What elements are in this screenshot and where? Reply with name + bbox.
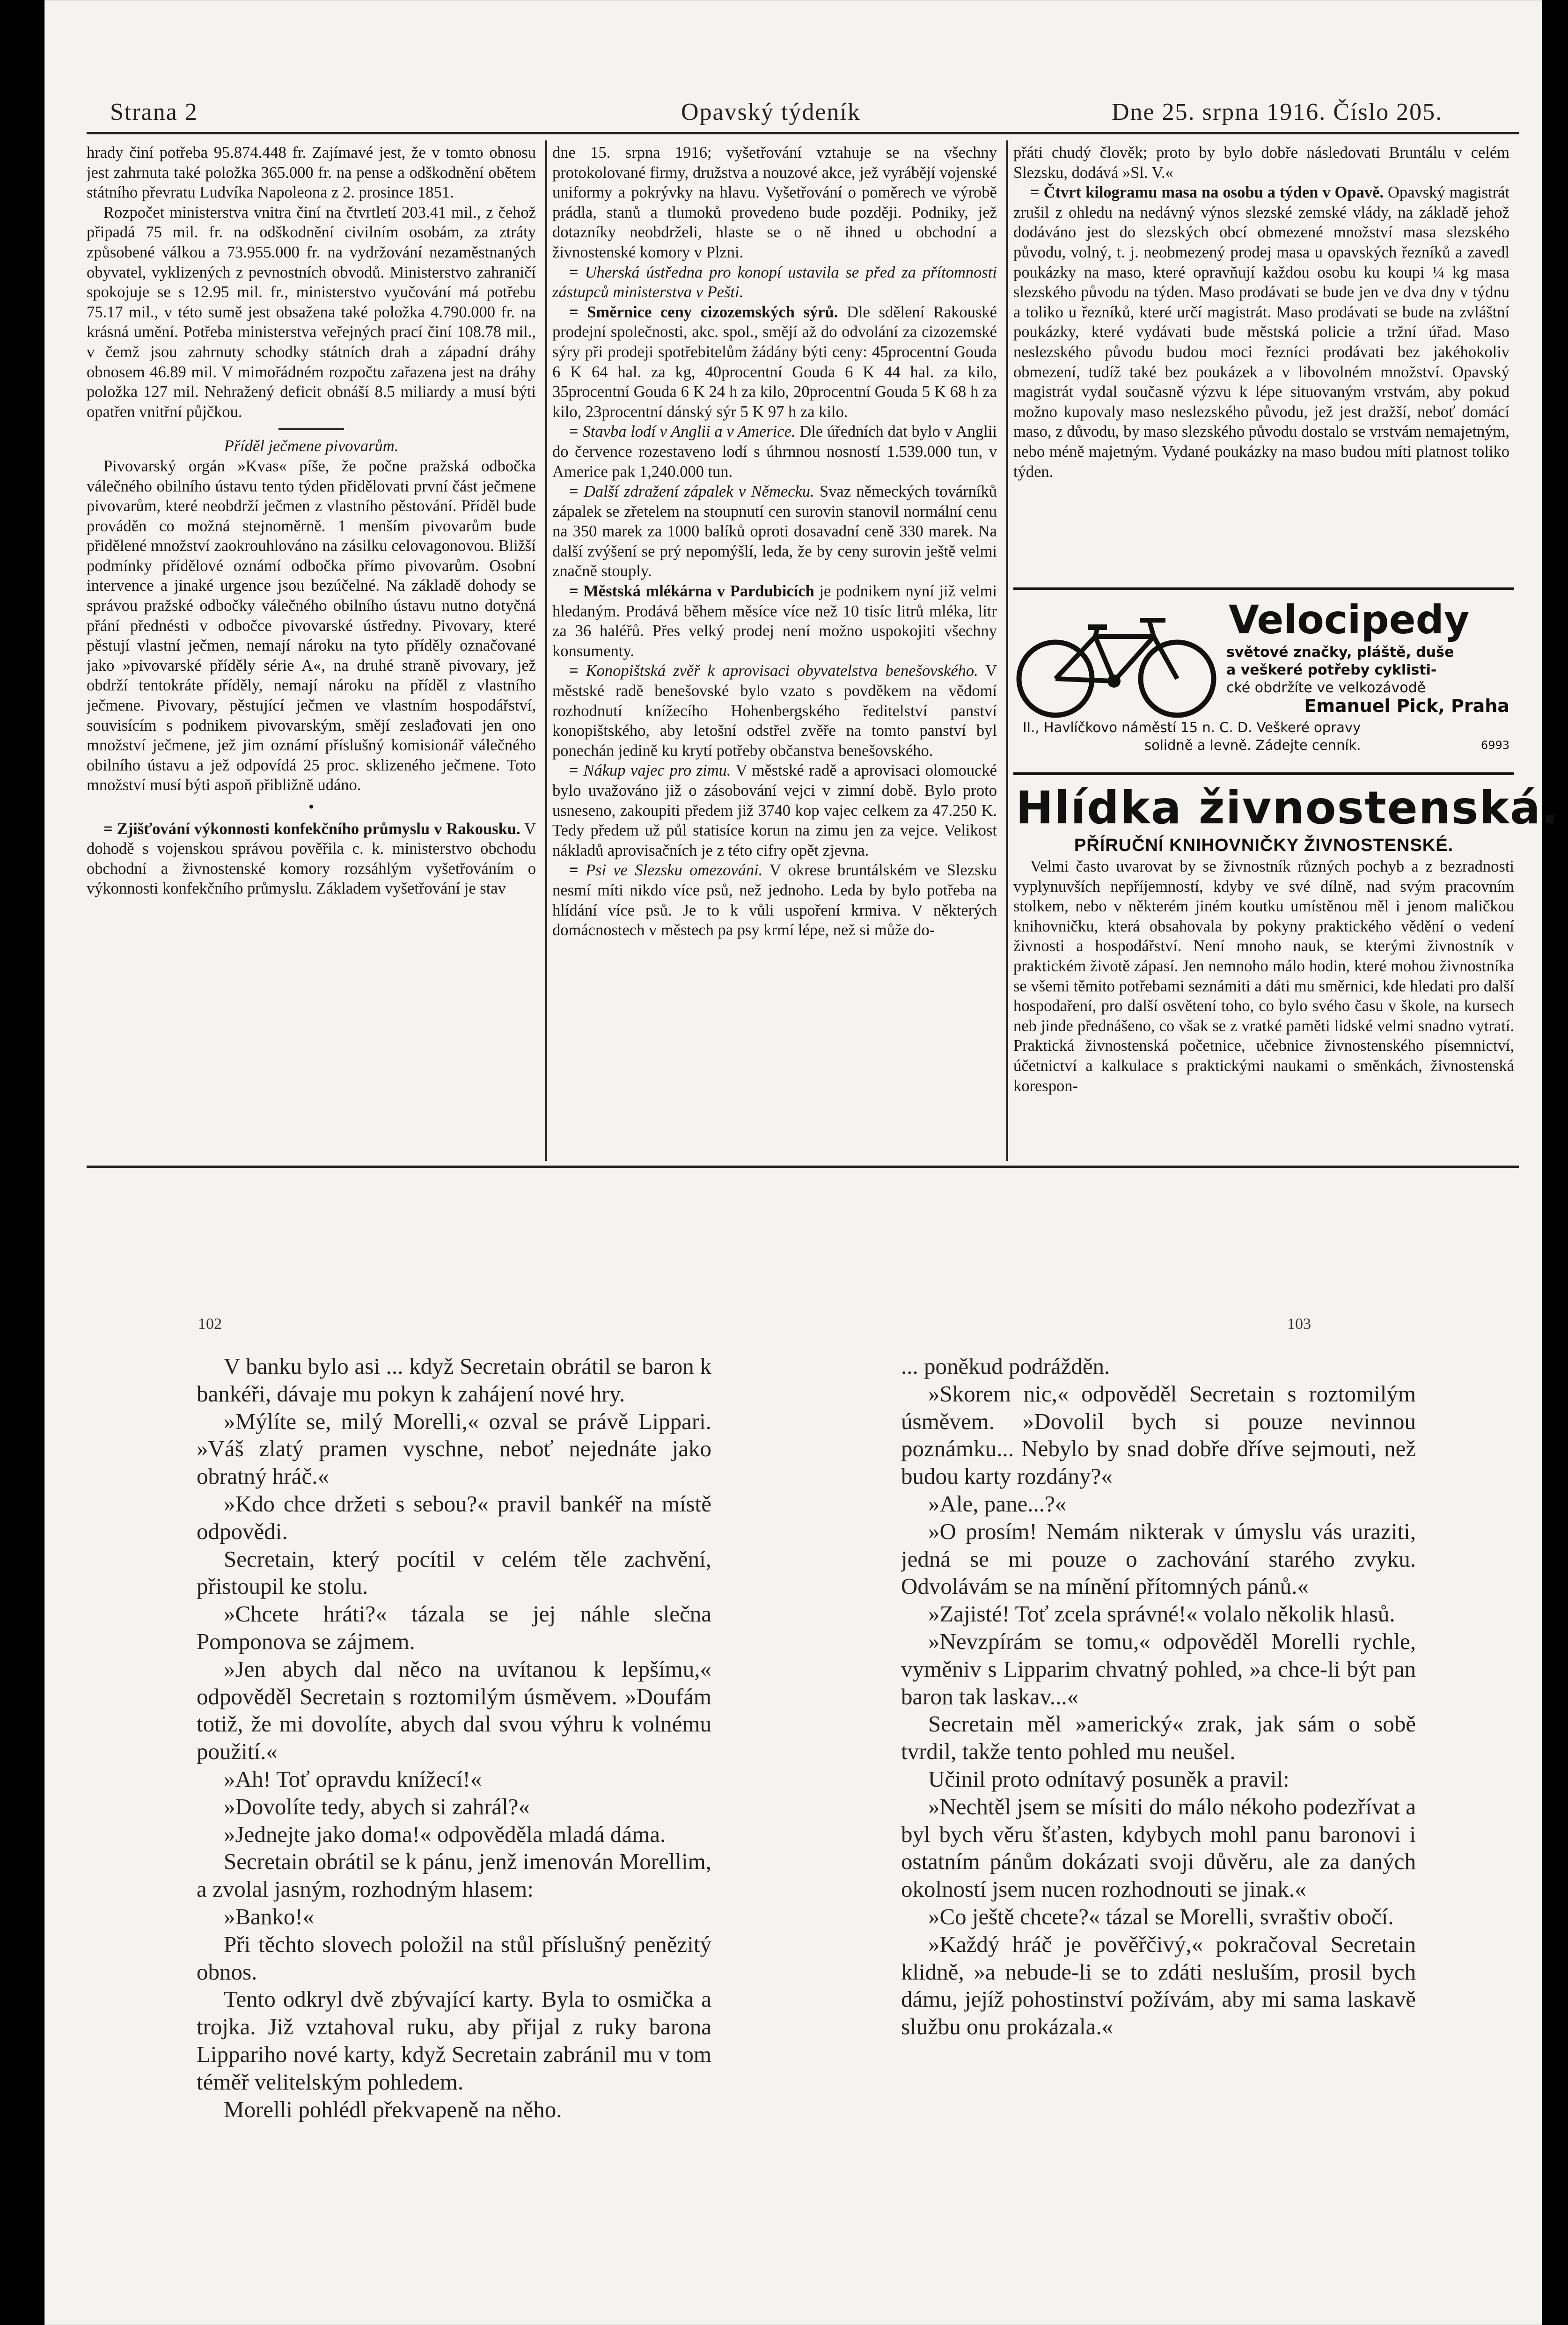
article-paragraph: je podnikem nyní již velmi hledaným. Prodává během měsíce více než 10 tisíc litrů mléka, litr za 36 haléřů. Přes velký prodej není možno uspokojiti všechny konsumenty. [552,582,997,660]
book-paragraph: »Nechtěl jsem se mísiti do málo nékoho podezřívat a byl bych věru šťasten, kdybych mohl panu baronovi i ostatním pánům dokázati svoji důvěru, ale za daných okolností jsem nucen rozhodnouti se jinak.« [901,1793,1416,1902]
ad-bottom-rule [1013,772,1514,775]
book-paragraph: »Co ještě chcete?« tázal se Morelli, svraštiv obočí. [928,1903,1394,1929]
ad-bike-line: solidně a levně. Zádejte cenník. [1144,737,1361,753]
hlidka-text [1013,857,1514,1159]
article-paragraph: hrady činí potřeba 95.874.448 fr. Zajímavé jest, že v tomto obnosu jest zahrnuta také položka 365.000 fr. na pense a odškodnění obětem státního převratu Ludvíka Napoleona z 2. prosince 1851. [87,144,536,202]
article-paragraph: V dohodě s vojenskou správou pověřila c. k. ministerstvo obchodu obchodní a živnostenské komory rozsáhlým vyšetřováním o výkonnosti konfekčního průmyslu. Základem vyšetřování je stav [87,820,536,898]
book-paragraph: Morelli pohlédl překvapeně na něho. [224,2096,562,2122]
column-rule-2 [1006,140,1008,1161]
ad-bike-line: II., Havlíčkovo náměstí 15 n. C. D. Veškeré opravy [1023,719,1361,735]
article-paragraph: Svaz německých továrníků zápalek se zřetelem na stoupnutí cen surovin stanovil normální cenu na 350 marek za 1000 balíků oproti dosavadní ceně 330 marek. Na další zvýšení se prý nepomýšlí, leda, že by ceny surovin ještě velmi značně stouply. [552,483,997,580]
book-paragraph: »Zajisté! Toť zcela správné!« volalo několik hlasů. [928,1601,1395,1627]
column-2: dne 15. srpna 1916; vyšetřování vztahuje se na všechny protokolované firmy, družstva a nouzové akce, jež vyrábějí vojenské uniformy a pokrývky na hlavu. Vyšetřování o poměrech ve výrobě prádla, stanů a tlumoků provedeno bude později. Podniky, jež dotazníky neobdrželi, hlaste se o ně ihned u obchodní a živnostenské komory v Plzni. = Uherská ústředna pro konopí ustavila se před za přítomnosti zástupců ministerstva v Pešti. = Směrnice ceny cizozemských sýrů. Dle sdělení Rakouské prodejní společnosti, akc. spol., smějí až do odvolání za cizozemské sýry při prodeji spotřebitelům žádány býti ceny: 45procentní Gouda 6 K 64 hal. za kg, 40procentní Gouda 6 K 44 hal. za kilo, 35procentní Gouda 6 K 24 h za kilo, 20procentní Gouda 5 K 68 h za kilo, 23procentní dánský sýr 5 K 97 h za kilo. = Stavba lodí v Anglii a v Americe. Dle úředních dat bylo v Anglii do července rozestaveno lodí s úhrnnou nosností 1.539.000 tun, v Americe pak 1,240.000 tun. = Další zdražení zápalek v Německu. Svaz německých továrníků zápalek se zřetelem na stoupnutí cen surovin stanovil normální cenu na 350 marek za 1000 balíků oproti dosavadní ceně 330 marek. Na další zvýšení se prý nepomýšlí, leda, že by ceny surovin ještě velmi značně stouply. = Městská mlékárna v Pardubicích je podnikem nyní již velmi hledaným. Prodává během měsíce více než 10 tisíc litrů mléka, litr za 36 haléřů. Přes velký prodej není možno uspokojiti všechny konsumenty. = Konopištská zvěř k aprovisaci obyvatelstva benešovského. V městské radě benešovské bylo vzato s povděkem na vědomí rozhodnutí knížecího Hohenbergského ředitelství panství konopištského, aby letošní odstřel zvěře na tomto panství byl ponechán jedině ku krytí potřeby občanstva benešovského. = Nákup vajec pro zimu. V městské radě a aprovisaci olomoucké bylo uvažováno již o zásobování vejci v zimní době. Bylo proto usneseno, zakoupiti předem již 3740 kop vajec celkem za 47.250 K. Tedy předem už půl statisíce korun na zimu jen za vejce. Velikost nákladů aprovisačních je z této cifry opět zjevna. = Psi ve Slezsku omezováni. V okrese bruntálském ve Slezsku nesmí míti nikdo více psů, než jednoho. Leda by bylo potřeba na hlídání více psů. Je to k vůli uspoření krmiva. V některých domácnostech v městech pa psy krmí lépe, než si může do- [552,144,997,939]
book-paragraph: »Nevzpírám se tomu,« odpověděl Morelli rychle, vyměniv s Lipparim chvatný pohled, »a chce-li být pan baron tak laskav...« [901,1628,1416,1709]
column-3: přáti chudý člověk; proto by bylo dobře následovati Bruntálu v celém Slezsku, dodává »Sl. V.« = Čtvrt kilogramu masa na osobu a týden v Opavě. Opavský magistrát zrušil z ohledu na nedávný výnos slezské zemské vlády, na základě jehož dodáváno jest do slezských obcí obmezené množství masa slezského původu, volný, t. j. neobmezený prodej masa u opavských řezníků a zavedl poukázky na maso, které opravňují každou osobu ku koupi ¼ kg masa slezského původu na týden. Maso prodávati se bude jen ve dva dny v týdnu a toliko u řezníků, které určí magistrát. Maso prodávati se bude na zvláštní poukázky, které vydávati bude městská policie a tržní úřad. Maso neslezského původu budou moci řezníci prodávati bez jakéhokoliv obmezení, tudíž také bez poukázek a v libovolném množství. Opavský magistrát vydal současně výzvu k lépe situovaným vrstvám, aby pokud možno kupovaly maso neslezského původu, jež jest dražší, neboť domácí maso, z důvodu, by maso slezského původu dostalo se vrstvám nemajetným, nebo méně majetným. Vydané poukázky na maso budou míti platnost toliko týden. [1013,144,1509,481]
book-paragraph: Při těchto slovech položil na stůl příslušný penězitý obnos. [197,1931,711,1985]
article-heading: Městská mlékárna v Pardubicích [583,582,814,601]
ad-top-rule [1013,587,1514,590]
header-page-label: Strana 2 [110,99,198,125]
article-paragraph: Rozpočet ministerstva vnitra činí na čtvrtletí 203.41 mil., z čehož připadá 75 mil. fr. na odškodnění civilním osobám, za ztráty způsobené válkou a 73.955.000 fr. na vydržování nezaměstnaných obyvatel, vyklizených z pevnostních obvodů. Ministerstvo zahraničí spokojuje se s 12.95 mil. fr., ministerstvo vyučování má potřebu 75.17 mil., v této sumě jest obsažena také položka 4.790.000 fr. na krásná umění. Potřeba ministerstva veřejných prací činí 108.78 mil., v čemž jsou zahrnuty schodky státních drah a západní dráhy obnosem 46.89 mil. V mimořádném rozpočtu zařazena jest na dráhy položka 127 mil. Nehražený deficit obnáší 8.5 miliardy a musí býti opatřen vnitřní půjčkou. [87,203,536,421]
article-paragraph: Dle sdělení Rakouské prodejní společnosti, akc. spol., smějí až do odvolání za cizozemské sýry při prodeji spotřebitelům žádány býti ceny: 45procentní Gouda 6 K 64 hal. za kg, 40procentní Gouda 6 K 44 hal. za kilo, 35procentní Gouda 6 K 24 h za kilo, 20procentní Gouda 5 K 68 h za kilo, 23procentní dánský sýr 5 K 97 h za kilo. [552,303,997,421]
book-paragraph: »Ah! Toť opravdu knížecí!« [224,1766,482,1792]
header-date-issue: Dne 25. srpna 1916. Číslo 205. [1112,99,1443,125]
book-paragraph: »Jen abych dal něco na uvítanou k lepšímu,« odpověděl Secretain s roztomilým úsměvem. »Doufám totiž, že mi dovolíte, abych dal svou výhru k volnému použití.« [197,1656,711,1765]
book-paragraph: Secretain obrátil se k pánu, jenž imenován Morellim, a zvolal jasným, rozhodným hlasem: [197,1848,711,1902]
book-paragraph: »Chcete hráti?« tázala se jej náhle slečna Pomponova se zájmem. [197,1601,711,1654]
header-rule [87,132,1519,134]
separator-star: • [308,798,315,816]
header-masthead: Opavský týdeník [681,99,861,125]
page-number-right: 103 [1287,1315,1311,1333]
book-paragraph: Secretain měl »americký« zrak, jak sám o sobě tvrdil, takže tento pohled mu neušel. [901,1711,1416,1765]
article-heading: Konopištská zvěř k aprovisaci obyvatelstva benešovského. [586,662,978,680]
article-heading: Zjišťování výkonnosti konfekčního průmyslu v Rakousku. [117,820,520,838]
article-paragraph: Velmi často uvarovat by se živnostník různých pochyb a z bezradnosti vyplynuvších nepříjemností, kdyby ve své dílně, nad svým pracovním stolkem, nebo v některém jiném koutku umístěnou měl i jenom maličkou knihovničku, která obsahovala by pokyny praktického vědění o vedení živnosti a hospodářství. Není mnoho nauk, se kterými živnostník v praktickém životě zápasí. Jen nemnoho málo hodin, které mohou živnostníka se všemi těmito potřebami seznámiti a dáti mu směrnici, kde hledati pro další hospodaření, pro další osvětení toho, co bylo svého času v škole, na kursech neb jinde přednášeno, co však se z vratké paměti lidské velmi snadno vytratí. Praktická živnostenská početnice, učebnice živnostenského písemnictví, účetnictví a kalkulace s praktickými naukami o směnkách, živnostenská korespon- [1013,858,1514,1095]
bottom-rule [87,1166,1519,1168]
ad-bike-line: cké obdržíte ve velkozávodě [1226,680,1426,696]
article-paragraph: Pivovarský orgán »Kvas« píše, že počne pražská odbočka válečného obilního ústavu tento týden přidělovati první část ječmene pivovarům, které neobdrží ječmen z vlastního pěstování. Příděl bude prováděn co možná stejnoměrně. 1 menším pivovarům bude přidělené množství zaokrouhlováno na zásilku celovagonovou. Bližší podmínky přídělové oznámí odbočka přímo pivovarům. Osobní intervence a jinaké urgence jsou bezúčelné. Na základě dohody se správou pražské odbočky válečného obilního ústavu nutno dotyčná přání přednésti v odbočce pivovarské ústředny. Pivovary, které pěstují vlastní ječmen, nemají nároku na tyto příděly označované jako »pivovarské příděly série A«, na druhé straně pivovary, jež obdrží tentokráte příděly, nemají nároku na příděl z vlastního ječmene. Pivovary, pěstující ječmen ve vlastním hospodářství, souvisícím s podnikem pivovarským, smějí zeslađovati jen ono množství ječmene, jež jim oznámí příslušný komisionář válečného obilního ústavu a jež odpovídá 25 proc. sklizeného ječmene. Toto množství musí býti aspoň přibližně udáno. [87,457,536,794]
article-paragraph: V městské radě a aprovisaci olomoucké bylo uvažováno již o zásobování vejci v zimní době. Bylo proto usneseno, zakoupiti předem již 3740 kop vajec celkem za 47.250 K. Tedy předem už půl statisíce korun na zimu jen za vejce. Velikost nákladů aprovisačních je z této cifry opět zjevna. [552,762,997,859]
book-paragraph: V banku bylo asi ... když Secretain obrátil se baron k bankéři, dávaje mu pokyn k zahájení nové hry. [197,1353,711,1407]
book-paragraph: »Každý hráč je pověřčivý,« pokračoval Secretain klidně, »a nebude-li se to zdáti nesluším, prosil bych dámu, jejíž pohostinství požívám, aby mi sama laskavě službu onu prokázala.« [901,1931,1416,2040]
article-heading: Uherská ústředna pro konopí ustavila se před za přítomnosti zástupců ministerstva v Pešti. [552,263,997,301]
article-heading: Čtvrt kilogramu masa na osobu a týden v Opavě. [1043,183,1384,202]
book-paragraph: »Kdo chce držeti s sebou?« pravil bankéř na místě odpovědi. [197,1490,711,1544]
article-heading: Další zdražení zápalek v Německu. [583,483,814,501]
ad-bike-code: 6993 [1480,739,1509,752]
book-page-right [901,1353,1416,2223]
article-paragraph: V městské radě benešovské bylo vzato s povděkem na vědomí rozhodnutí knížecího Hohenbergského ředitelství panství konopištského, aby letošní odstřel zvěře na tomto panství byl ponechán jedině ku krytí potřeby občanstva benešovského. [552,662,997,760]
ad-bike-title: Velocipedy [1229,597,1470,643]
book-paragraph: »Skorem nic,« odpověděl Secretain s roztomilým úsměvem. »Dovolil bych si pouze nevinnou poznámku... Nebylo by snad dobře dříve sejmouti, než budou karty rozdány?« [901,1380,1416,1489]
hlidka-subtitle: PŘÍRUČNÍ KNIHOVNIČKY ŽIVNOSTENSKÉ. [1074,836,1454,855]
book-paragraph: »O prosím! Nemám nikterak v úmyslu vás uraziti, jedná se mi pouze o zachování starého zvyku. Odvolávám se na mínění přítomných pánů.« [901,1518,1416,1599]
ad-bike-vendor: Emanuel Pick, Praha [1304,696,1509,716]
ad-bike-line: a veškeré potřeby cyklisti- [1226,662,1437,678]
book-paragraph: »Ale, pane...?« [928,1490,1067,1517]
article-heading: Psi ve Slezsku omezováni. [585,861,763,880]
article-paragraph: Dle úředních dat bylo v Anglii do července rozestaveno lodí s úhrnnou nosností 1.539.000 tun, v Americe pak 1,240.000 tun. [552,423,997,481]
book-paragraph: Tento odkryl dvě zbývající karty. Byla to osmička a trojka. Již vztahoval ruku, aby přijal z ruky barona Lippariho nové karty, když Secretain zabránil mu v tom téměř velitelským pohledem. [197,1986,711,2095]
book-paragraph: »Dovolíte tedy, abych si zahrál?« [224,1793,530,1819]
ad-bike-body [1226,644,1509,715]
book-paragraph: »Banko!« [224,1903,315,1929]
article-heading: Stavba lodí v Anglii a v Americe. [582,423,796,441]
book-paragraph: »Jednejte jako doma!« odpověděla mladá dáma. [224,1821,666,1847]
article-paragraph: V okrese bruntálském ve Slezsku nesmí míti nikdo více psů, než jednoho. Leda by bylo potřeba na hlídání více psů. Je to k vůli uspoření krmiva. V některých domácnostech v městech pa psy krmí lépe, než si může do- [552,861,997,939]
article-heading: Nákup vajec pro zimu. [583,762,731,780]
book-paragraph: »Mýlíte se, milý Morelli,« ozval se právě Lippari. »Váš zlatý pramen vyschne, neboť nejednáte jako obratný hráč.« [197,1408,711,1489]
article-paragraph: dne 15. srpna 1916; vyšetřování vztahuje se na všechny protokolované firmy, družstva a nouzové akce, jež vyrábějí vojenské uniformy a pokrývky na hlavu. Vyšetřování o poměrech ve výrobě prádla, stanů a tlumoků provedeno bude později. Podniky, jež dotazníky neobdrželi, hlaste se o ně ihned u obchodní a živnostenské komory v Plzni. [552,144,997,261]
book-paragraph: Secretain, který pocítil v celém těle zachvění, přistoupil ke stolu. [197,1546,711,1599]
bicycle-ad [1013,594,1514,768]
newspaper-sheet [44,0,1560,2325]
article-paragraph: Opavský magistrát zrušil z ohledu na nedávný výnos slezské zemské vlády, na základě jehož dodáváno jest do slezských obcí obmezené množství masa slezského původu, volný, t. j. neobmezený prodej masa u opavských řezníků a zavedl poukázky na maso, které opravňují každou osobu ku koupi ¼ kg masa slezského původu na týden. Maso prodávati se bude jen ve dva dny v týdnu a toliko u řezníků, které určí magistrát. Maso prodávati se bude na zvláštní poukázky, které vydávati bude městská policie a tržní úřad. Maso neslezského původu budou moci řezníci prodávati bez jakéhokoliv obmezení, tudíž také bez poukázek a v libovolném množství. Opavský magistrát vydal současně výzvu k lépe situovaným vrstvám, aby pokud možno kupovaly maso neslezského původu, jež jest dražší, neboť domácí maso, z důvodu, by maso slezského původu dostalo se vrstvám nemajetným, nebo méně majetným. Vydané poukázky na maso budou míti platnost toliko týden. [1013,183,1509,481]
article-heading: Příděl ječmene pivovarům. [224,437,399,455]
article-paragraph: přáti chudý člověk; proto by bylo dobře následovati Bruntálu v celém Slezsku, dodává »Sl. V.« [1013,144,1509,182]
hlidka-title: Hlídka živnostenská. [1016,782,1560,834]
column-rule-1 [545,140,547,1161]
ad-bike-address [1023,719,1509,754]
column-1 [87,143,536,1159]
article-heading: Směrnice ceny cizozemských sýrů. [587,303,838,321]
book-paragraph: Učinil proto odnítavý posuněk a pravil: [928,1766,1290,1792]
book-page-left [197,1353,711,2223]
book-paragraph: ... poněkud podrážděn. [901,1353,1110,1379]
separator [278,428,344,430]
page-number-left: 102 [198,1315,222,1333]
ad-bike-line: světové značky, pláště, duše [1226,644,1454,660]
equals-marker: = [103,820,117,838]
bicycle-icon [1013,604,1219,721]
